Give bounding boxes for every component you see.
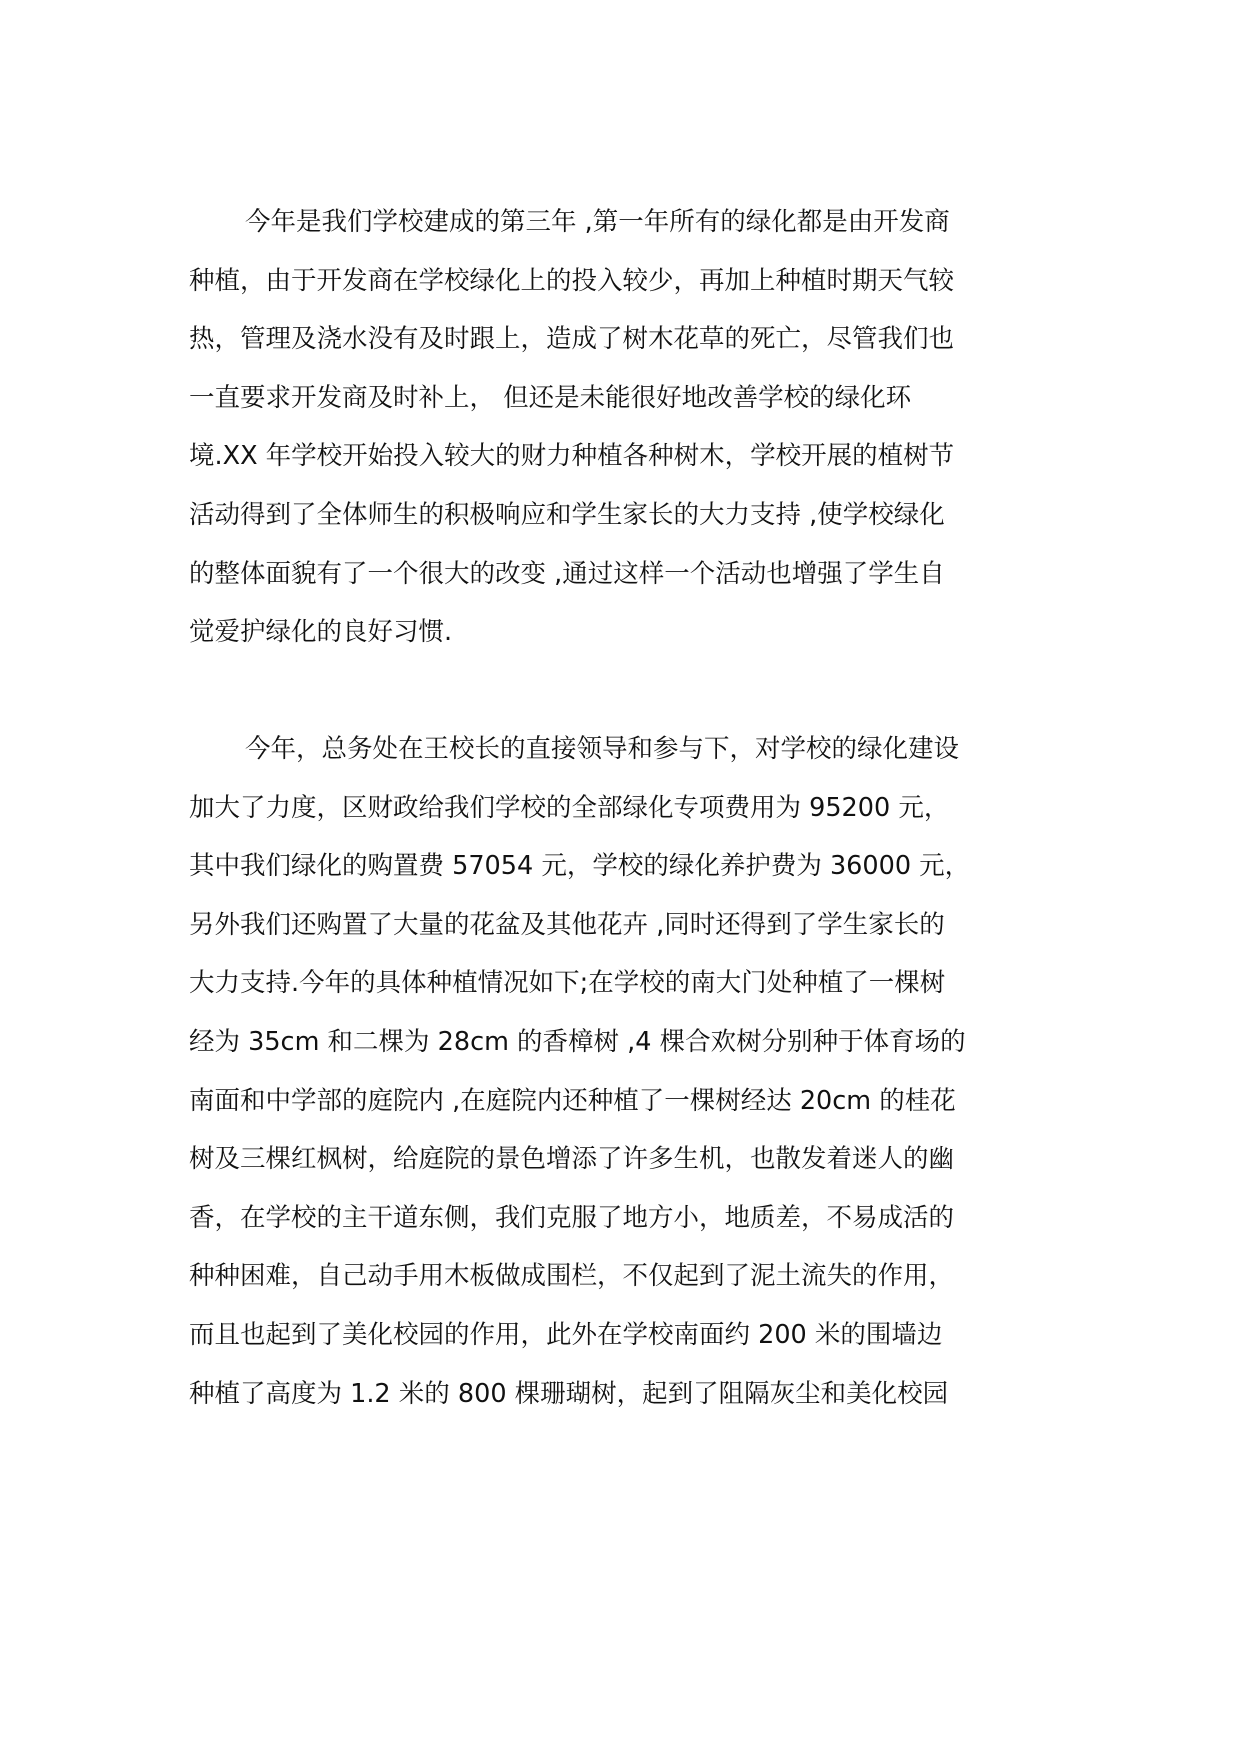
paragraph-2-line-3: 其中我们绿化的购置费 57054 元，学校的绿化养护费为 36000 元， (189, 851, 971, 882)
paragraph-2-line-6: 经为 35cm 和二棵为 28cm 的香樟树 ,4 棵合欢树分别种于体育场的 (189, 1027, 966, 1057)
paragraph-2-line-11: 而且也起到了美化校园的作用，此外在学校南面约 200 米的围墙边 (189, 1320, 943, 1350)
paragraph-1-line-7: 的整体面貌有了一个很大的改变 ,通过这样一个活动也增强了学生自 (189, 558, 945, 589)
paragraph-1-line-5: 境.XX 年学校开始投入较大的财力种植各种树木，学校开展的植树节 (189, 441, 955, 472)
paragraph-2-line-9: 香，在学校的主干道东侧，我们克服了地方小，地质差，不易成活的 (189, 1202, 955, 1233)
paragraph-1-line-8: 觉爱护绿化的良好习惯. (189, 617, 453, 648)
paragraph-2-line-2: 加大了力度，区财政给我们学校的全部绿化专项费用为 95200 元， (189, 792, 950, 823)
paragraph-2-line-12: 种植了高度为 1.2 米的 800 棵珊瑚树，起到了阻隔灰尘和美化校园 (189, 1378, 949, 1409)
paragraph-1-line-2: 种植，由于开发商在学校绿化上的投入较少，再加上种植时期天气较 (189, 265, 955, 296)
paragraph-2-line-5: 大力支持.今年的具体种植情况如下;在学校的南大门处种植了一棵树 (189, 968, 946, 999)
paragraph-2-line-7: 南面和中学部的庭院内 ,在庭院内还种植了一棵树经达 20cm 的桂花 (189, 1085, 956, 1116)
paragraph-2-line-10: 种种困难，自己动手用木板做成围栏，不仅起到了泥土流失的作用， (189, 1261, 955, 1292)
paragraph-1-line-1: 今年是我们学校建成的第三年 ,第一年所有的绿化都是由开发商 (245, 207, 950, 237)
paragraph-1-line-4: 一直要求开发商及时补上， 但还是未能很好地改善学校的绿化环 (189, 382, 912, 413)
paragraph-2-line-4: 另外我们还购置了大量的花盆及其他花卉 ,同时还得到了学生家长的 (189, 909, 945, 940)
paragraph-2-line-8: 树及三棵红枫树，给庭院的景色增添了许多生机，也散发着迷人的幽 (189, 1144, 955, 1175)
paragraph-1-line-6: 活动得到了全体师生的积极响应和学生家长的大力支持 ,使学校绿化 (189, 500, 945, 530)
paragraph-2-line-1: 今年，总务处在王校长的直接领导和参与下，对学校的绿化建设 (245, 734, 960, 764)
paragraph-1-line-3: 热，管理及浇水没有及时跟上，造成了树木花草的死亡，尽管我们也 (189, 324, 955, 355)
